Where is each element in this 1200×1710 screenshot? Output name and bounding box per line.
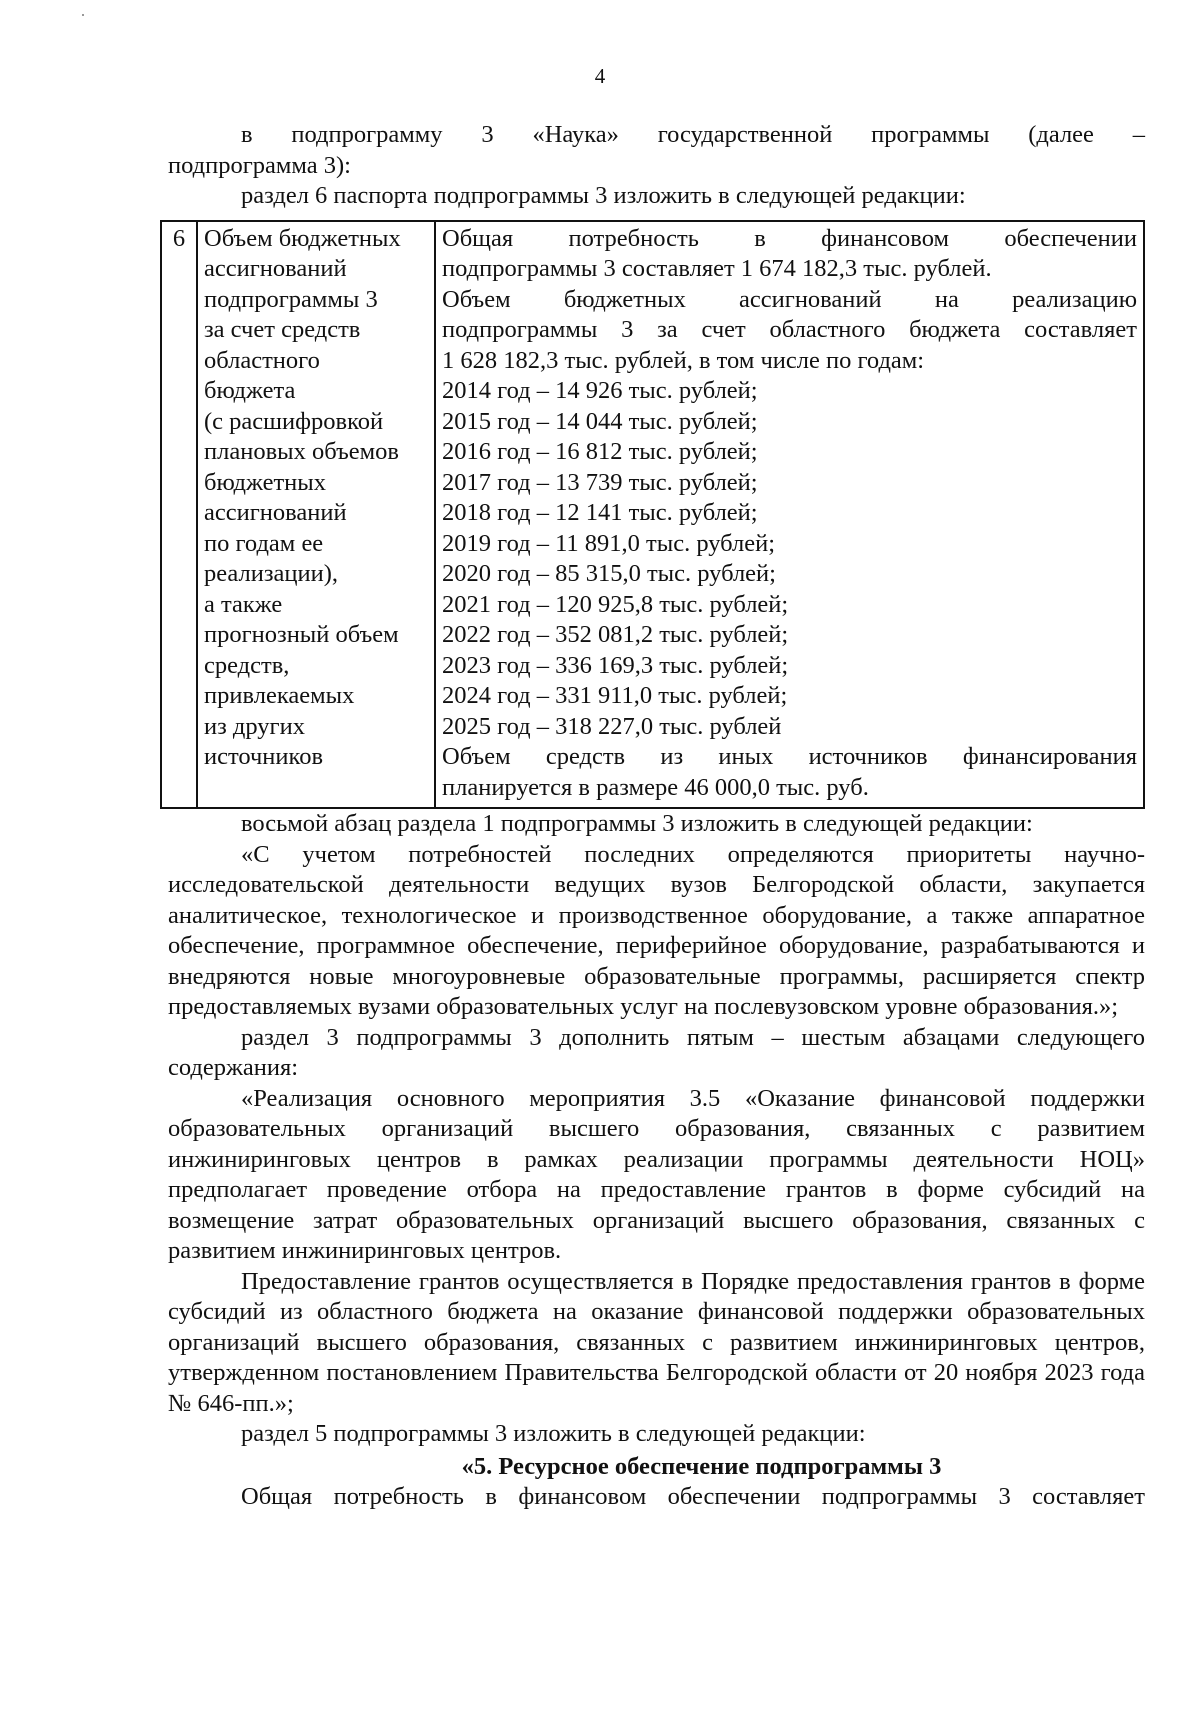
label-line: из других xyxy=(204,712,305,740)
content-line: 2020 год – 85 315,0 тыс. рублей; xyxy=(442,560,776,587)
intro-line-1: в подпрограмму 3 «Наука» государственной программы (далее – xyxy=(241,121,1145,148)
document-body xyxy=(168,120,1145,1513)
intro-line-2: подпрограмма 3): xyxy=(168,151,351,179)
passport-table xyxy=(160,220,1145,810)
content-line: 2024 год – 331 911,0 тыс. рублей; xyxy=(442,682,788,709)
content-line: 2017 год – 13 739 тыс. рублей; xyxy=(442,468,758,496)
content-line: 2018 год – 12 141 тыс. рублей; xyxy=(442,499,758,526)
paragraph-5: Предоставление грантов осуществляется в Порядке предоставления грантов в форме субсидий из областного бюджета на оказание финансовой поддержки образовательных организаций высшего образования, связанных с развитием инжиниринговых центров, утвержденном постановлением Правительства Белгородской области от 20 ноября 2023 года № 646-пп.»; xyxy=(168,1267,1145,1417)
label-line: бюджетных xyxy=(204,468,326,496)
content-line: 2025 год – 318 227,0 тыс. рублей xyxy=(442,712,782,740)
label-line: областного xyxy=(204,346,320,374)
content-line: планируется в размере 46 000,0 тыс. руб. xyxy=(442,773,869,801)
label-line: прогнозный объем xyxy=(204,621,399,648)
row-label xyxy=(197,221,435,809)
label-line: подпрограммы 3 xyxy=(204,285,378,313)
section-title: «5. Ресурсное обеспечение подпрограммы 3 xyxy=(461,1452,942,1480)
paragraph-2: «С учетом потребностей последних определяются приоритеты научно-исследовательской деятельности ведущих вузов Белгородской области, закупается аналитическое, технологическое и производственное оборудование, а также аппаратное обеспечение, программное обеспечение, периферийное оборудование, разрабатываются и внедряются новые многоуровневые образовательные программы, расширяется спектр предоставляемых вузами образовательных услуг на послевузовском уровне образования.»; xyxy=(168,840,1145,1020)
label-line: бюджета xyxy=(204,377,296,404)
content-line: 2023 год – 336 169,3 тыс. рублей; xyxy=(442,651,789,679)
page-number: 4 xyxy=(594,64,606,88)
label-line: реализации), xyxy=(204,560,339,587)
content-line: 1 628 182,3 тыс. рублей, в том числе по годам: xyxy=(442,346,925,374)
paragraph-1: восьмой абзац раздела 1 подпрограммы 3 изложить в следующей редакции: xyxy=(241,810,1033,837)
intro-line-3: раздел 6 паспорта подпрограммы 3 изложить в следующей редакции: xyxy=(241,182,966,209)
paragraph-6: раздел 5 подпрограммы 3 изложить в следующей редакции: xyxy=(241,1420,866,1447)
content-line: 2016 год – 16 812 тыс. рублей; xyxy=(442,438,758,465)
label-line: ассигнований xyxy=(204,255,347,282)
label-line: плановых объемов xyxy=(204,438,399,465)
paragraph-7: Общая потребность в финансовом обеспечении подпрограммы 3 составляет xyxy=(241,1483,1145,1510)
label-line: средств, xyxy=(204,651,290,679)
label-line: по годам ее xyxy=(204,529,324,557)
content-line: Объем бюджетных ассигнований на реализацию xyxy=(442,285,1137,313)
scan-speck xyxy=(82,14,84,16)
content-line: 2014 год – 14 926 тыс. рублей; xyxy=(442,377,758,404)
label-line: источников xyxy=(204,743,324,770)
content-line: Объем средств из иных источников финансирования xyxy=(442,743,1137,770)
content-line: 2022 год – 352 081,2 тыс. рублей; xyxy=(442,621,789,648)
label-line: Объем бюджетных xyxy=(204,224,401,252)
content-line: Общая потребность в финансовом обеспечении xyxy=(442,224,1137,252)
content-line: 2015 год – 14 044 тыс. рублей; xyxy=(442,407,758,435)
label-line: ассигнований xyxy=(204,499,347,526)
content-line: 2019 год – 11 891,0 тыс. рублей; xyxy=(442,529,776,557)
label-line: (с расшифровкой xyxy=(204,407,384,435)
paragraph-4: «Реализация основного мероприятия 3.5 «Оказание финансовой поддержки образовательных организаций высшего образования, связанных с развитием инжиниринговых центров в рамках реализации программы деятельности НОЦ» предполагает проведение отбора на предоставление грантов в форме субсидий на возмещение затрат образовательных организаций высшего образования, связанных с развитием инжиниринговых центров. xyxy=(168,1084,1145,1264)
label-line: а также xyxy=(204,590,283,618)
content-line: подпрограммы 3 за счет областного бюджета составляет xyxy=(442,316,1137,343)
row-number: 6 xyxy=(161,221,197,809)
table-row xyxy=(161,221,1144,809)
label-line: за счет средств xyxy=(204,316,361,343)
paragraph-3: раздел 3 подпрограммы 3 дополнить пятым – шестым абзацами следующего содержания: xyxy=(168,1023,1145,1081)
row-content xyxy=(435,221,1144,809)
content-line: 2021 год – 120 925,8 тыс. рублей; xyxy=(442,590,789,618)
label-line: привлекаемых xyxy=(204,682,355,709)
content-line: подпрограммы 3 составляет 1 674 182,3 тыс. рублей. xyxy=(442,255,992,282)
